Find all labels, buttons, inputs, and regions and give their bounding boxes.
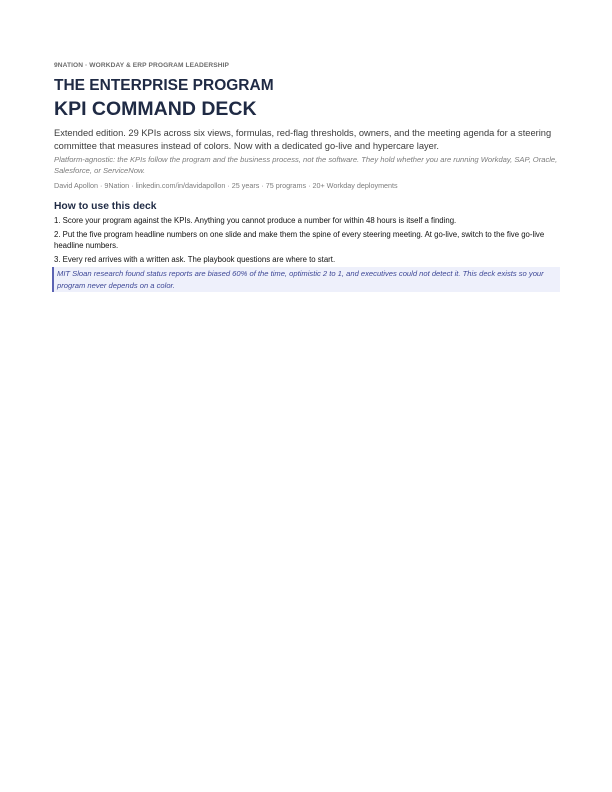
- how-to-step: 2. Put the five program headline numbers on one slide and make them the spine of every steering meeting. At go-live, switch to the five go-live headline numbers.: [54, 229, 545, 250]
- intro-paragraph: Extended edition. 29 KPIs across six views, formulas, red-flag thresholds, owners, and the meeting agenda for a steering committee that measures instead of colors. Now with a dedicated go-live and hypercare layer.: [54, 128, 552, 151]
- page-title-line-2: KPI COMMAND DECK: [54, 98, 257, 120]
- platform-note: Platform-agnostic: the KPIs follow the program and the business process, not the software. They hold whether you are running Workday, SAP, Oracle, Salesforce, or ServiceNow.: [54, 155, 558, 175]
- research-callout: MIT Sloan research found status reports are biased 60% of the time, optimistic 2 to 1, and executives could not detect it. This deck exists so your program never depends on a color.: [52, 267, 560, 292]
- page-title-line-1: THE ENTERPRISE PROGRAM: [54, 77, 274, 94]
- how-to-step: 3. Every red arrives with a written ask. The playbook questions are where to start.: [54, 254, 336, 264]
- how-to-steps: [54, 215, 560, 265]
- document-page: [54, 62, 560, 292]
- how-to-heading: How to use this deck: [54, 201, 157, 212]
- how-to-step: 1. Score your program against the KPIs. Anything you cannot produce a number for within 48 hours is itself a finding.: [54, 216, 457, 225]
- author-byline: David Apollon · 9Nation · linkedin.com/in/davidapollon · 25 years · 75 programs · 20+ Workday deployments: [54, 181, 398, 190]
- kicker-label: 9NATION · WORKDAY & ERP PROGRAM LEADERSHIP: [54, 62, 230, 69]
